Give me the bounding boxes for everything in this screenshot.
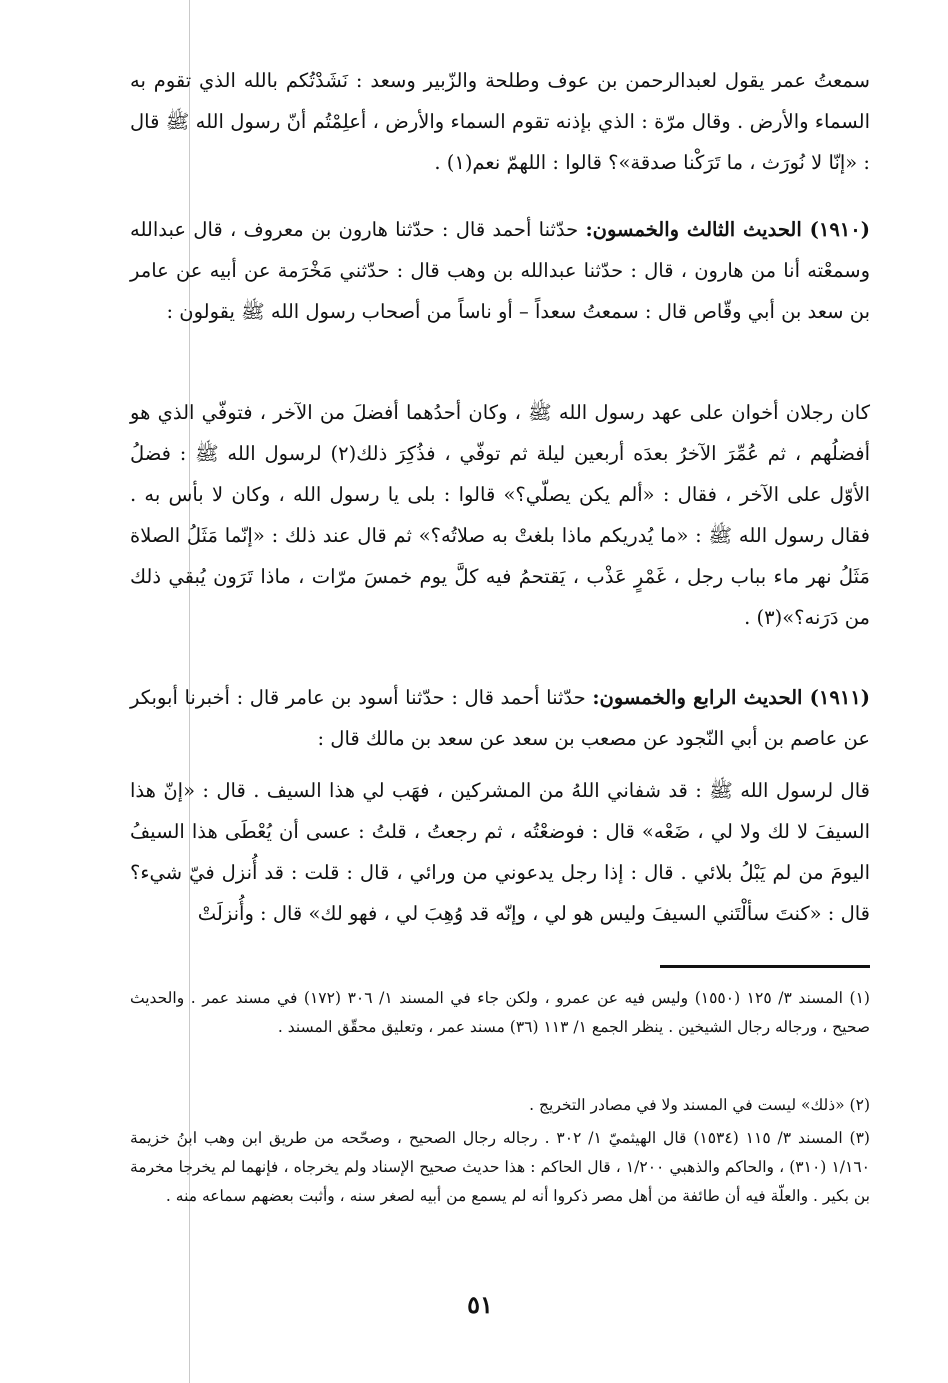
paragraph-continuation (130, 60, 870, 183)
footnote-1 (130, 984, 870, 1042)
footnote-separator (660, 965, 870, 968)
page-number: ٥١ (467, 1290, 493, 1319)
hadith-1911-matn (130, 770, 896, 934)
paragraph-text: سمعتُ عمر يقول لعبدالرحمن بن عوف وطلحة والزّبير وسعد : نَشَدْتُكم بالله الذي تقوم به السماء والأرض . وقال مرّة : الذي بإذنه تقوم السماء والأرض ، أعلِمْتُم أنّ رسول الله ﷺ قال : «إنّا لا نُورَث ، ما تَرَكْنا صدقة»؟ قالوا : اللهمّ نعم(١) . (130, 69, 870, 174)
hadith-isnad: حدّثنا أحمد قال : حدّثنا هارون بن معروف ، قال عبدالله وسمعْته أنا من هارون ، قال : حدّثنا عبدالله بن وهب قال : حدّثني مَخْرَمة عن أبيه عن عامر بن سعد بن أبي وقّاص قال : سمعتُ سعداً – أو ناساً من أصحاب رسول الله ﷺ يقولون : (130, 218, 870, 323)
hadith-1911 (130, 677, 870, 759)
footnote-text: (٢) «ذلك» ليست في المسند ولا في مصادر التخريج . (529, 1096, 870, 1114)
footnote-text: (٣) المسند ٣/ ١١٥ (١٥٣٤) قال الهيثميّ ١/ ٣٠٢ . رجاله رجال الصحيح ، وصحّحه من طريق ابن وهب ابنُ خزيمة ١/١٦٠ (٣١٠) ، والحاكم والذهبي ١/٢٠٠ ، قال الحاكم : هذا حديث صحيح الإسناد ولم يخرجاه ، فإنهما لم يخرجا مخرمة بن بكير . والعلّة فيه أن طائفة من أهل مصر ذكروا أنه لم يسمع من أبيه لصغر سنه ، وأثبت بعضهم سماعه منه . (130, 1129, 870, 1205)
hadith-1910 (130, 209, 870, 332)
footnote-3 (130, 1124, 870, 1211)
hadith-heading: (١٩١٠) الحديث الثالث والخمسون: (585, 218, 870, 241)
footnote-text: (١) المسند ٣/ ١٢٥ (١٥٥٠) وليس فيه عن عمرو ، ولكن جاء في المسند ١/ ٣٠٦ (١٧٢) في مسند عمر . والحديث صحيح ، ورجاله رجال الشيخين . ينظر الجمع ١/ ١١٣ (٣٦) مسند عمر ، وتعليق محقّق المسند . (130, 989, 870, 1036)
hadith-isnad: حدّثنا أحمد قال : حدّثنا أسود بن عامر قال : أخبرنا أبوبكر عن عاصم بن أبي النّجود عن مصعب بن سعد عن سعد بن مالك قال : (130, 686, 870, 750)
hadith-heading: (١٩١١) الحديث الرابع والخمسون: (592, 686, 871, 709)
footnote-2 (130, 1091, 870, 1120)
paragraph-text: كان رجلان أخوان على عهد رسول الله ﷺ ، وكان أحدُهما أفضلَ من الآخر ، فتوفّي الذي هو أفضلُهم ، ثم عُمِّرَ الآخرُ بعدَه أربعين ليلة ثم توفّي ، فذُكِرَ ذلك(٢) لرسول الله ﷺ : فضلُ الأوّل على الآخر ، فقال : «ألم يكن يصلّي؟» قالوا : بلى يا رسول الله ، وكان لا بأس به . فقال رسول الله ﷺ : «ما يُدريكم ماذا بلغتْ به صلاتُه؟» ثم قال عند ذلك : «إنّما مَثَلُ الصلاة مَثَلُ نهر ماء بباب رجل ، غَمْرٍ عَذْب ، يَقتحمُ فيه كلَّ يوم خمسَ مرّات ، ماذا تَرَون يُبقي ذلك من دَرَنه؟»(٣) . (130, 401, 870, 629)
paragraph-text: قال لرسول الله ﷺ : قد شفاني اللهُ من المشركين ، فهَب لي هذا السيف . قال : «إنّ هذا السيفَ لا لك ولا لي ، ضَعْه» قال : فوضعْتُه ، ثم رجعتُ ، قلتُ : عسى أن يُعْطَى هذا السيفُ اليومَ من لم يَبْلُ بلائي . قال : إذا رجل يدعوني من ورائي ، قال : قلت : قد أُنزل فيّ شيء؟ قال : «كنتَ سألْتَني السيفَ وليس هو لي ، وإنّه قد وُهِبَ لي ، فهو لك» قال : وأُنزلَتْ (130, 779, 870, 925)
hadith-1910-matn (130, 392, 896, 638)
